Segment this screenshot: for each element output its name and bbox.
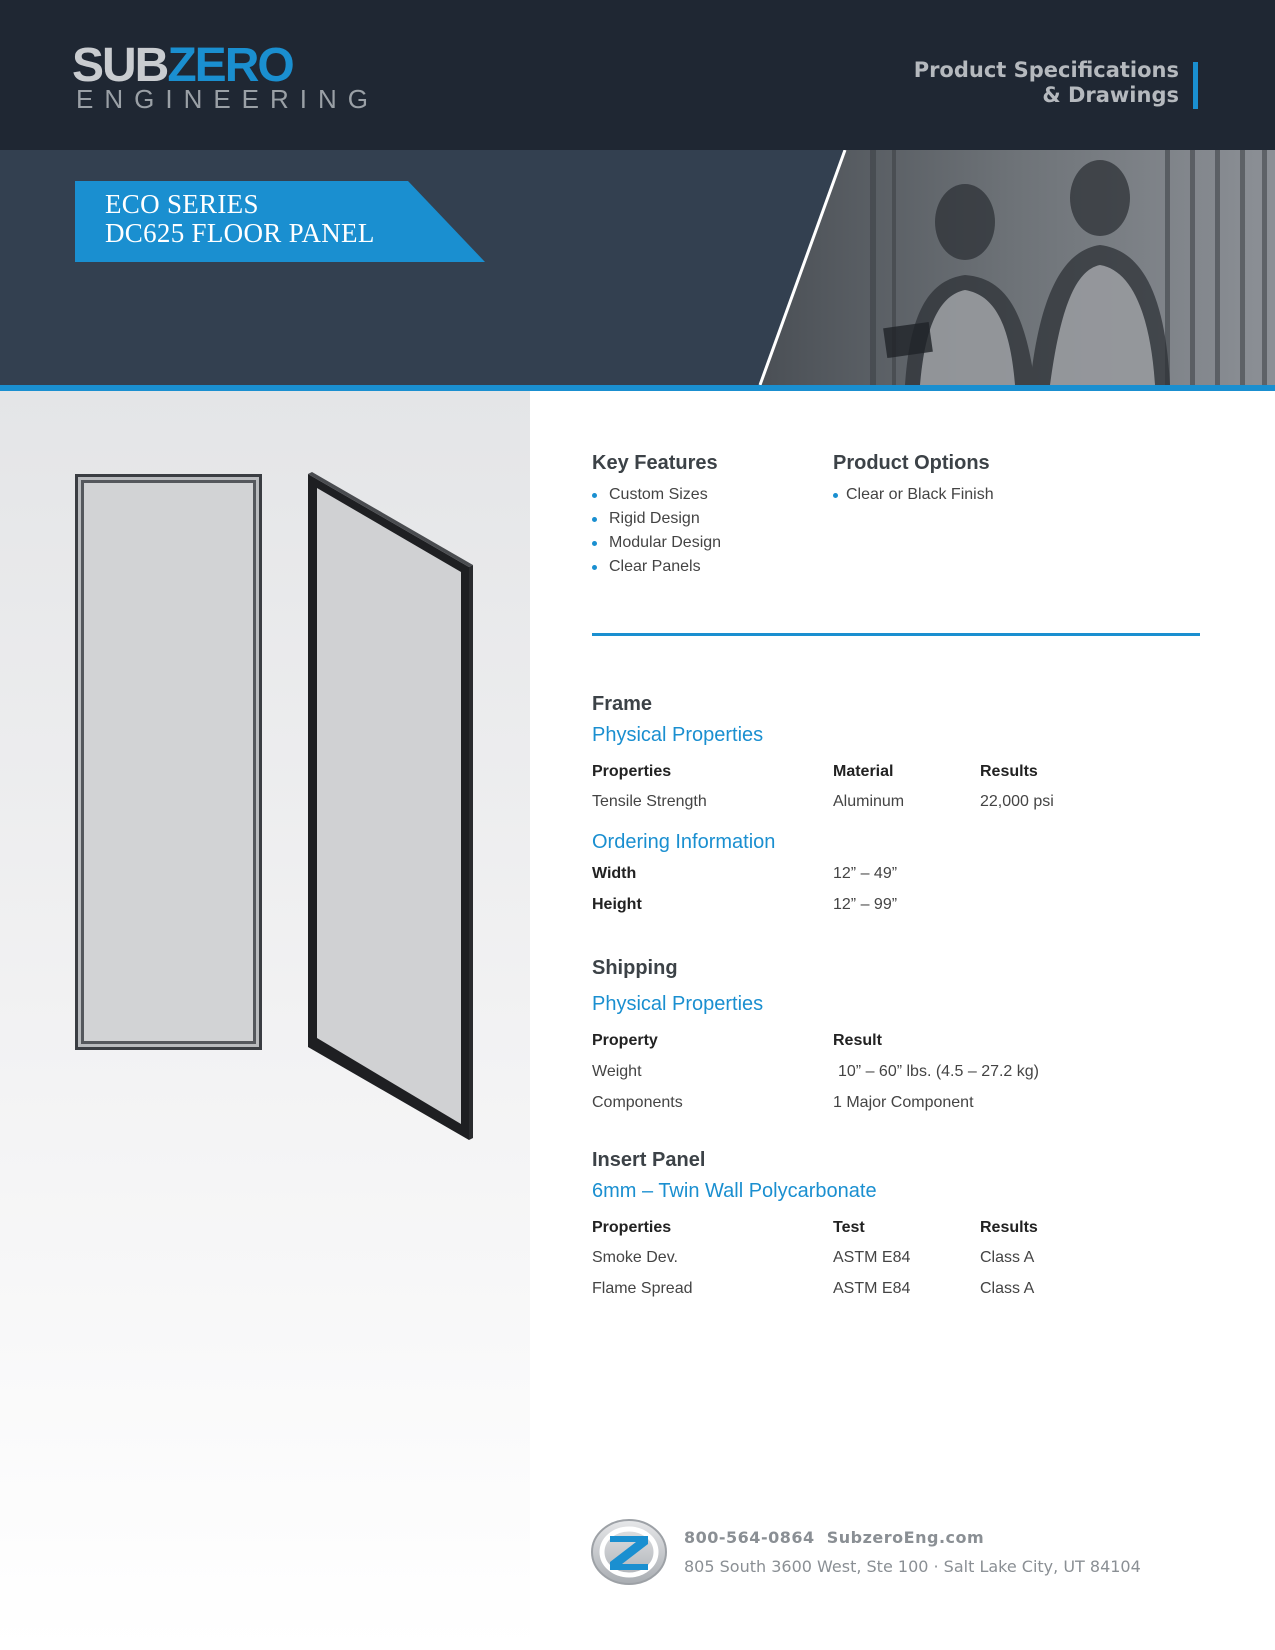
list-item: Modular Design — [592, 531, 721, 555]
shipping-col-result: Result — [833, 1032, 882, 1049]
table-cell: ASTM E84 — [833, 1249, 911, 1266]
ordering-label-width: Width — [592, 865, 637, 882]
product-title — [105, 190, 375, 248]
ordering-label-height: Height — [592, 896, 642, 913]
product-title-line-1: ECO SERIES — [105, 189, 259, 219]
front-view-panel — [75, 474, 262, 1050]
table-cell: 1 Major Component — [833, 1094, 974, 1111]
frame-col-properties: Properties — [592, 763, 672, 780]
logo-word-sub: SUB — [72, 39, 168, 92]
logo-word-ero: ERO — [194, 39, 293, 92]
insert-panel-heading: Insert Panel — [592, 1149, 706, 1171]
table-cell: Tensile Strength — [592, 793, 707, 810]
table-cell: Components — [592, 1094, 683, 1111]
key-features-heading: Key Features — [592, 452, 718, 474]
table-cell: Class A — [980, 1280, 1035, 1297]
subzero-logo — [72, 36, 380, 116]
footer-contact — [684, 1528, 984, 1547]
z-emblem-icon — [590, 1518, 668, 1586]
logo-word-z: Z — [167, 39, 195, 92]
floor-panel-drawing — [60, 460, 490, 1150]
table-cell: 10” – 60” lbs. (4.5 – 27.2 kg) — [838, 1063, 1039, 1080]
list-item: Custom Sizes — [592, 483, 721, 507]
logo-engineering: ENGINEERING — [76, 84, 380, 114]
insert-col-results: Results — [980, 1219, 1038, 1236]
table-cell: 22,000 psi — [980, 793, 1054, 810]
logo-wordmark — [72, 39, 293, 92]
frame-physical-heading: Physical Properties — [592, 724, 764, 746]
insert-panel-subheading: 6mm – Twin Wall Polycarbonate — [592, 1180, 877, 1202]
product-options-heading: Product Options — [833, 452, 990, 474]
ordering-info-heading: Ordering Information — [592, 831, 776, 853]
table-cell: ASTM E84 — [833, 1280, 911, 1297]
spec-line-2: & Drawings — [1042, 83, 1179, 107]
list-item: Rigid Design — [592, 507, 721, 531]
key-features-list — [592, 483, 721, 579]
table-cell: Flame Spread — [592, 1280, 693, 1297]
table-cell: Aluminum — [833, 793, 905, 810]
product-options-list — [833, 483, 994, 507]
insert-col-test: Test — [833, 1219, 865, 1236]
accent-bar — [1193, 62, 1198, 109]
frame-heading: Frame — [592, 693, 653, 715]
table-cell: Class A — [980, 1249, 1035, 1266]
footer-address: 805 South 3600 West, Ste 100 · Salt Lake City, UT 84104 — [684, 1557, 1141, 1576]
shipping-col-property: Property — [592, 1032, 658, 1049]
list-item: Clear or Black Finish — [833, 483, 994, 507]
table-cell: Weight — [592, 1063, 642, 1080]
footer-website[interactable]: SubzeroEng.com — [826, 1528, 985, 1547]
shipping-physical-heading: Physical Properties — [592, 993, 764, 1015]
shipping-heading: Shipping — [592, 957, 678, 979]
document-type-title — [914, 58, 1179, 108]
ordering-value-width: 12” – 49” — [833, 865, 898, 882]
frame-col-material: Material — [833, 763, 894, 780]
table-cell: Smoke Dev. — [592, 1249, 678, 1266]
ordering-value-height: 12” – 99” — [833, 896, 898, 913]
section-divider — [592, 633, 1200, 636]
list-item: Clear Panels — [592, 555, 721, 579]
spec-line-1: Product Specifications — [913, 58, 1179, 82]
insert-col-properties: Properties — [592, 1219, 672, 1236]
footer-phone[interactable]: 800-564-0864 — [684, 1528, 815, 1547]
product-title-line-2: DC625 FLOOR PANEL — [105, 218, 375, 248]
perspective-view-panel — [308, 472, 473, 1140]
frame-col-results: Results — [980, 763, 1038, 780]
page-header — [0, 0, 1275, 150]
